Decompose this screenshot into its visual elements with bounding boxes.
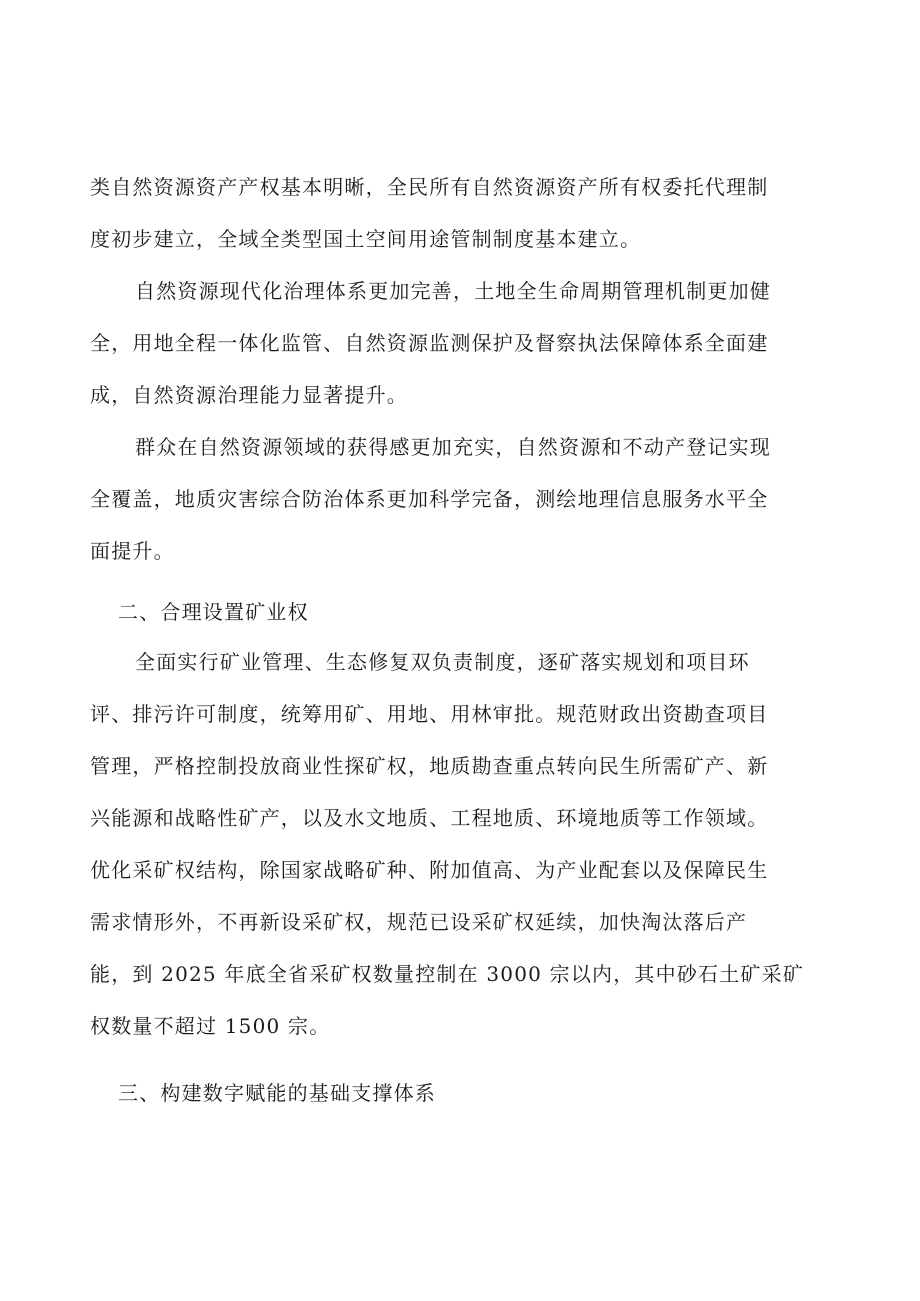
paragraph-line: 全，用地全程一体化监管、自然资源监测保护及督察执法保障体系全面建 bbox=[90, 331, 769, 355]
paragraph-line: 兴能源和战略性矿产，以及水文地质、工程地质、环境地质等工作领域。 bbox=[90, 806, 769, 830]
paragraph-line: 管理，严格控制投放商业性探矿权，地质勘查重点转向民生所需矿产、新 bbox=[90, 754, 769, 778]
paragraph-line: 权数量不超过 1500 宗。 bbox=[90, 1014, 331, 1038]
section-heading: 二、合理设置矿业权 bbox=[118, 600, 309, 624]
paragraph-line: 评、排污许可制度，统筹用矿、用地、用林审批。规范财政出资勘查项目 bbox=[90, 702, 769, 726]
paragraph-line: 度初步建立，全域全类型国土空间用途管制制度基本建立。 bbox=[90, 227, 642, 251]
paragraph-line: 群众在自然资源领域的获得感更加充实，自然资源和不动产登记实现 bbox=[135, 435, 771, 459]
paragraph-line: 全面实行矿业管理、生态修复双负责制度，逐矿落实规划和项目环 bbox=[135, 650, 750, 674]
paragraph-line: 成，自然资源治理能力显著提升。 bbox=[90, 383, 408, 407]
paragraph-line: 需求情形外，不再新设采矿权，规范已设采矿权延续，加快淘汰落后产 bbox=[90, 910, 748, 934]
paragraph-line: 自然资源现代化治理体系更加完善，土地全生命周期管理机制更加健 bbox=[135, 279, 771, 303]
paragraph-line: 全覆盖，地质灾害综合防治体系更加科学完备，测绘地理信息服务水平全 bbox=[90, 487, 769, 511]
paragraph-line: 类自然资源资产产权基本明晰，全民所有自然资源资产所有权委托代理制 bbox=[90, 175, 769, 199]
paragraph-line: 面提升。 bbox=[90, 539, 175, 563]
paragraph-line: 优化采矿权结构，除国家战略矿种、附加值高、为产业配套以及保障民生 bbox=[90, 858, 769, 882]
section-heading: 三、构建数字赋能的基础支撑体系 bbox=[118, 1081, 436, 1105]
paragraph-line: 能，到 2025 年底全省采矿权数量控制在 3000 宗以内，其中砂石土矿采矿 bbox=[90, 962, 805, 986]
